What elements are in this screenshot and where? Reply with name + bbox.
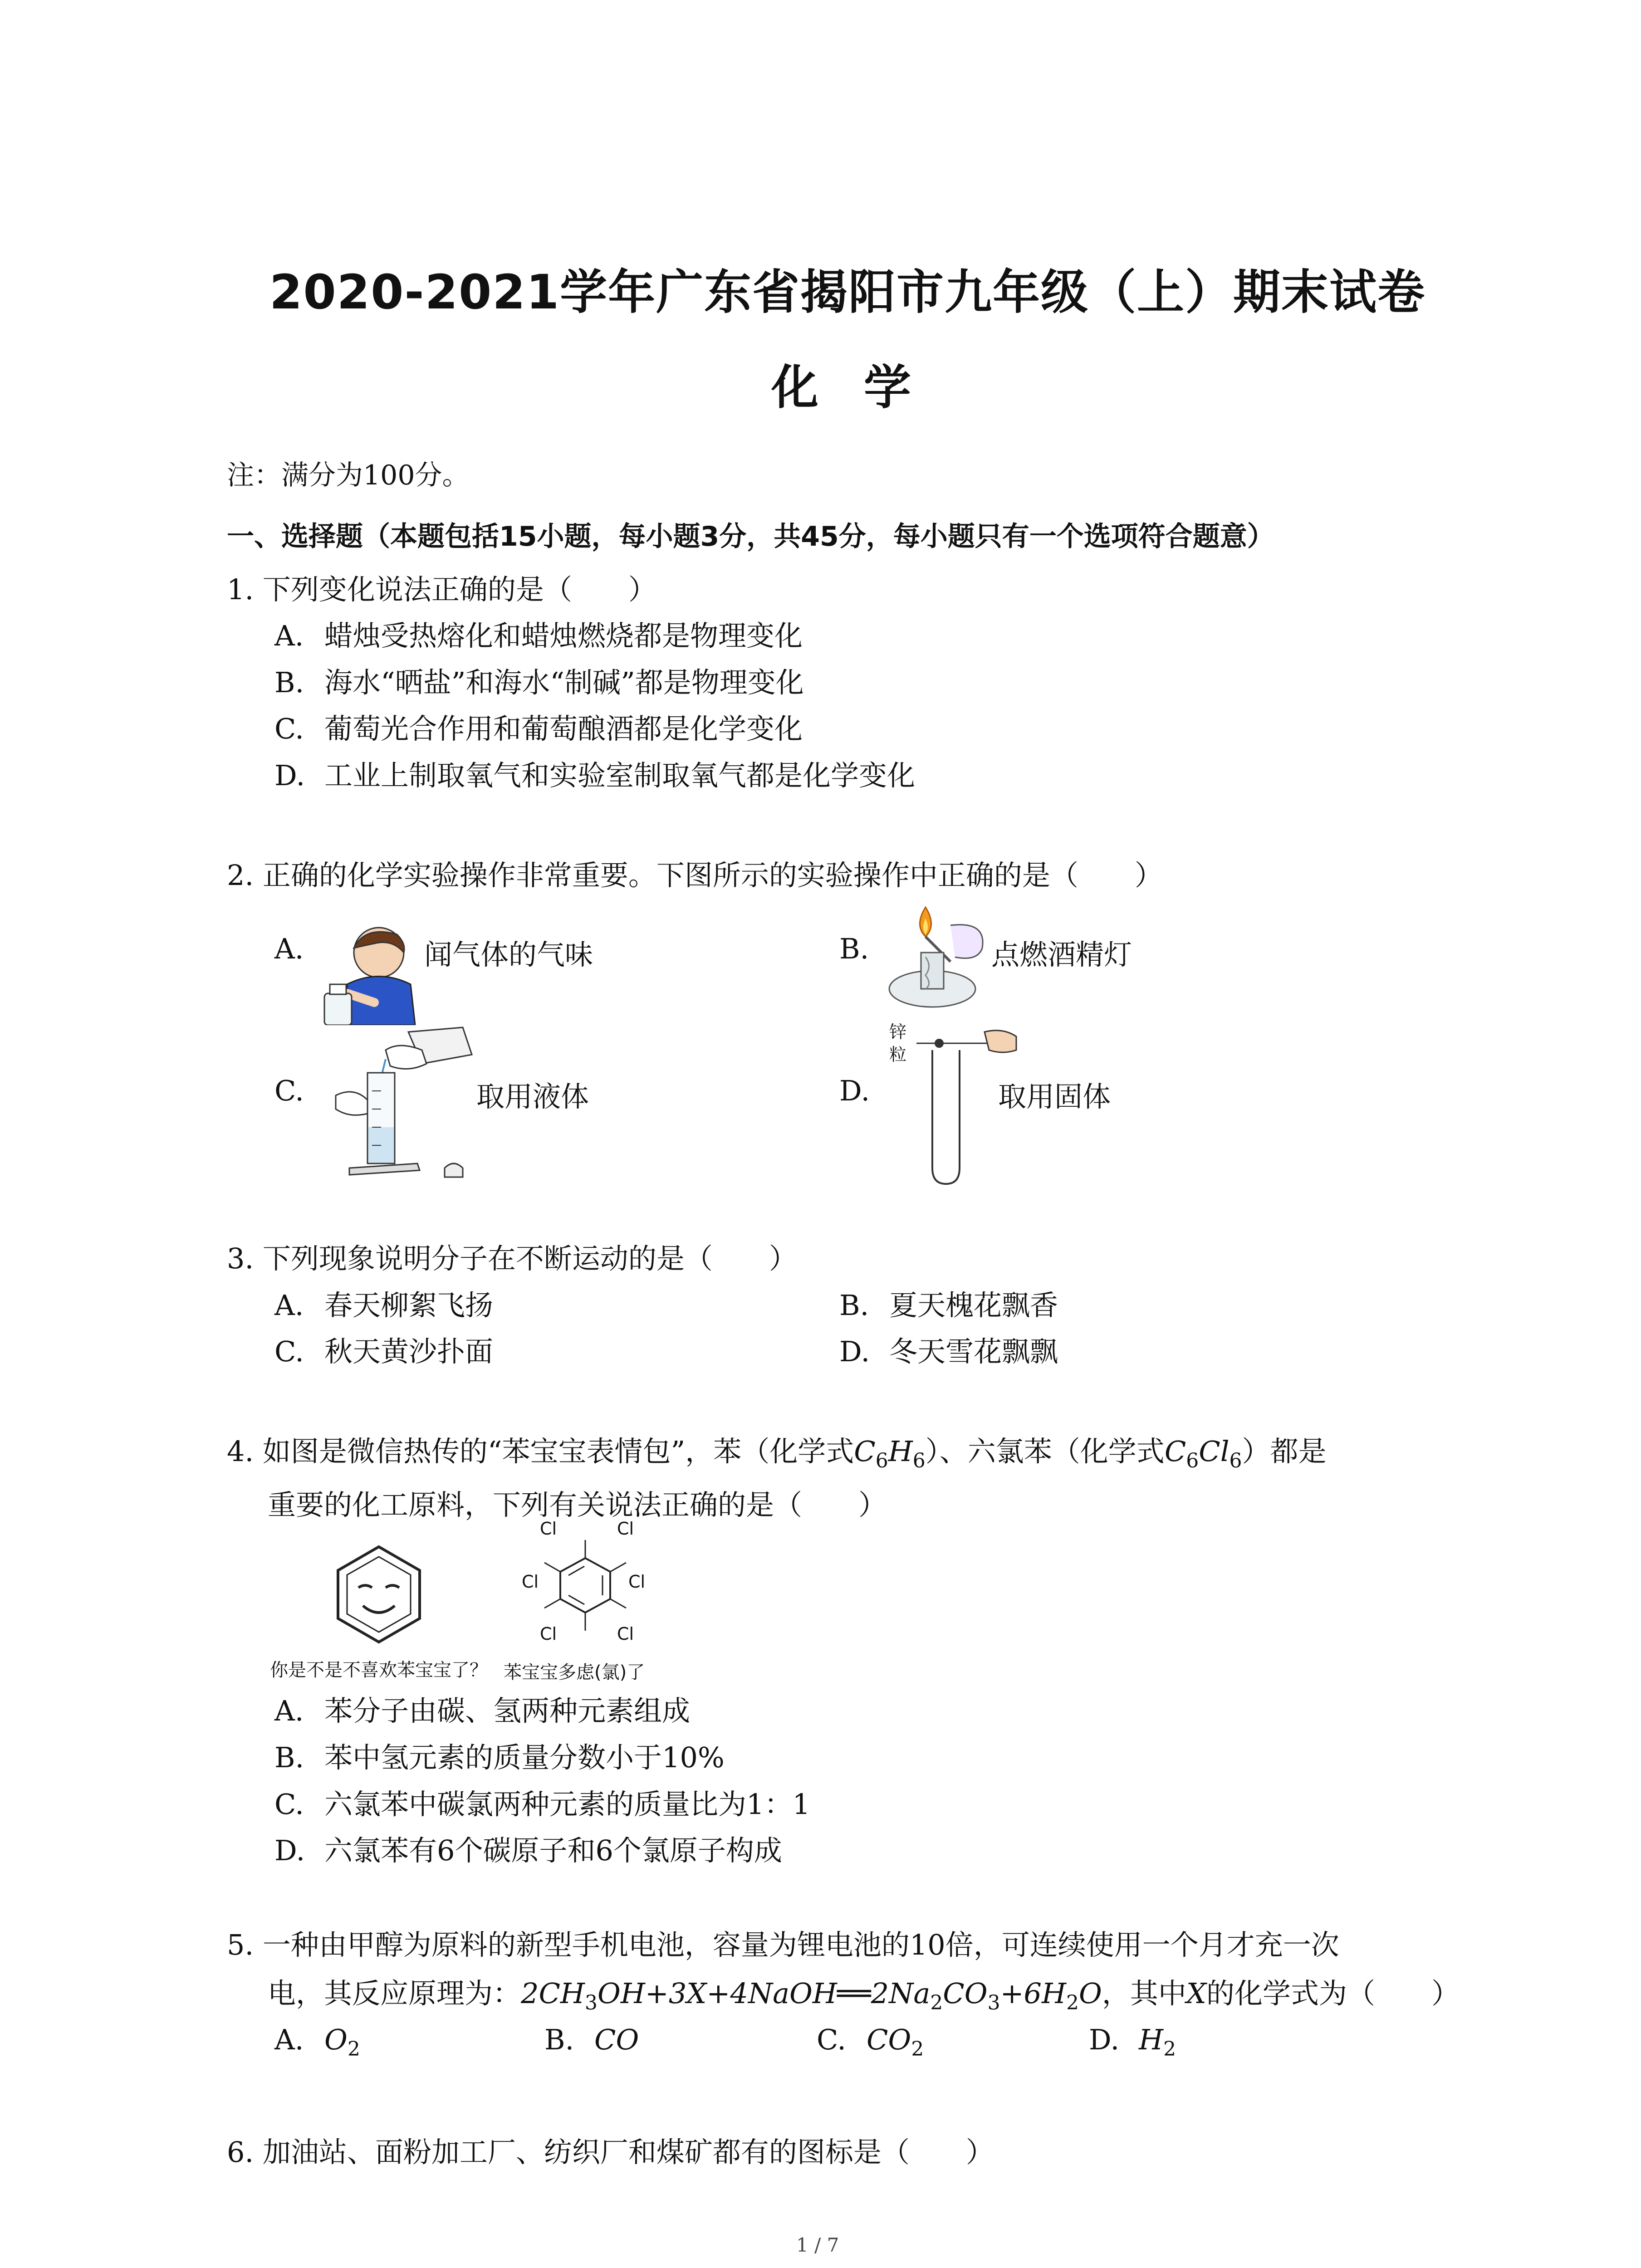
question-4-option-b: B. 苯中氢元素的质量分数小于10% [274, 1741, 725, 1774]
person-smelling-gas-icon [320, 925, 424, 1025]
question-4-option-c: C. 六氯苯中碳氯两种元素的质量比为1：1 [274, 1788, 810, 1821]
question-5-option-d: D. $H_2$ [1089, 2023, 1176, 2061]
cl-label-4: Cl [628, 1572, 646, 1592]
section-heading: 一、选择题（本题包括15小题，每小题3分，共45分，每小题只有一个选项符合题意） [227, 521, 1274, 552]
question-5-option-a: A. $O_2$ [274, 2023, 360, 2061]
score-note: 注：满分为100分。 [227, 459, 470, 491]
question-2-option-d-label: D. [839, 1074, 870, 1107]
question-1-option-b: B. 海水“晒盐”和海水“制碱”都是物理变化 [274, 666, 804, 699]
question-3-option-d: D. 冬天雪花飘飘 [839, 1335, 1058, 1368]
question-5-stem-line2: 电，其反应原理为：$2CH_3OH+3X+4NaOH══2Na_2CO_3+6H_2O$，其中X的化学式为（ ） [268, 1977, 1460, 2014]
question-2-stem: 2. 正确的化学实验操作非常重要。下图所示的实验操作中正确的是（ ） [227, 859, 1163, 892]
question-2-option-a-label: A. [274, 932, 304, 965]
question-2-option-c-label: C. [274, 1074, 304, 1107]
question-2-option-b-label: B. [839, 932, 869, 965]
subject-title: 化学 [771, 360, 957, 415]
benzene-emoji-icon [329, 1542, 429, 1647]
question-2-option-d-text: 取用固体 [998, 1080, 1111, 1113]
question-1-option-a: A. 蜡烛受热熔化和蜡烛燃烧都是物理变化 [274, 619, 803, 652]
page-title: 2020-2021学年广东省揭阳市九年级（上）期末试卷 [269, 264, 1426, 320]
question-5-stem-line1: 5. 一种由甲醇为原料的新型手机电池，容量为锂电池的10倍，可连续使用一个月才充一次 [227, 1928, 1339, 1961]
question-3-option-a: A. 春天柳絮飞扬 [274, 1289, 494, 1322]
question-2-option-c-text: 取用液体 [476, 1080, 589, 1113]
question-3-option-c: C. 秋天黄沙扑面 [274, 1335, 494, 1368]
question-2-option-b-text: 点燃酒精灯 [991, 938, 1132, 971]
question-4-option-d: D. 六氯苯有6个碳原子和6个氯原子构成 [274, 1834, 782, 1867]
question-5-option-c: C. $CO_2$ [817, 2023, 924, 2061]
question-6-stem: 6. 加油站、面粉加工厂、纺织厂和煤矿都有的图标是（ ） [227, 2136, 994, 2169]
question-3-stem: 3. 下列现象说明分子在不断运动的是（ ） [227, 1242, 797, 1275]
cl-label-5: Cl [540, 1624, 557, 1644]
cl-label-6: Cl [617, 1624, 634, 1644]
question-4-stem-line2: 重要的化工原料，下列有关说法正确的是（ ） [268, 1488, 887, 1521]
question-4-stem-line1: 4. 如图是微信热传的“苯宝宝表情包”，苯（化学式$C_6H_6$）、六氯苯（化学式$C_6Cl_6$）都是 [227, 1435, 1327, 1472]
question-1-stem: 1. 下列变化说法正确的是（ ） [227, 573, 656, 606]
page-number: 1 / 7 [796, 2234, 839, 2256]
question-4-option-a: A. 苯分子由碳、氢两种元素组成 [274, 1694, 691, 1727]
question-2-option-a-text: 闻气体的气味 [424, 938, 593, 971]
question-1-option-d: D. 工业上制取氧气和实验室制取氧气都是化学变化 [274, 759, 916, 792]
alcohol-lamp-lighting-icon [882, 898, 991, 1016]
cl-label-2: Cl [617, 1519, 634, 1539]
emoji-caption-1: 你是不是不喜欢苯宝宝了？ [270, 1660, 488, 1681]
zinc-granule-label: 锌 粒 [889, 1022, 907, 1065]
question-3-option-b: B. 夏天槐花飘香 [839, 1289, 1058, 1322]
question-5-option-b: B. CO [544, 2023, 639, 2056]
question-1-option-c: C. 葡萄光合作用和葡萄酿酒都是化学变化 [274, 712, 803, 745]
pouring-liquid-cylinder-icon [318, 1023, 481, 1182]
cl-label-1: Cl [540, 1519, 557, 1539]
cl-label-3: Cl [522, 1572, 539, 1592]
emoji-caption-2: 苯宝宝多虑(氯)了 [504, 1662, 645, 1683]
